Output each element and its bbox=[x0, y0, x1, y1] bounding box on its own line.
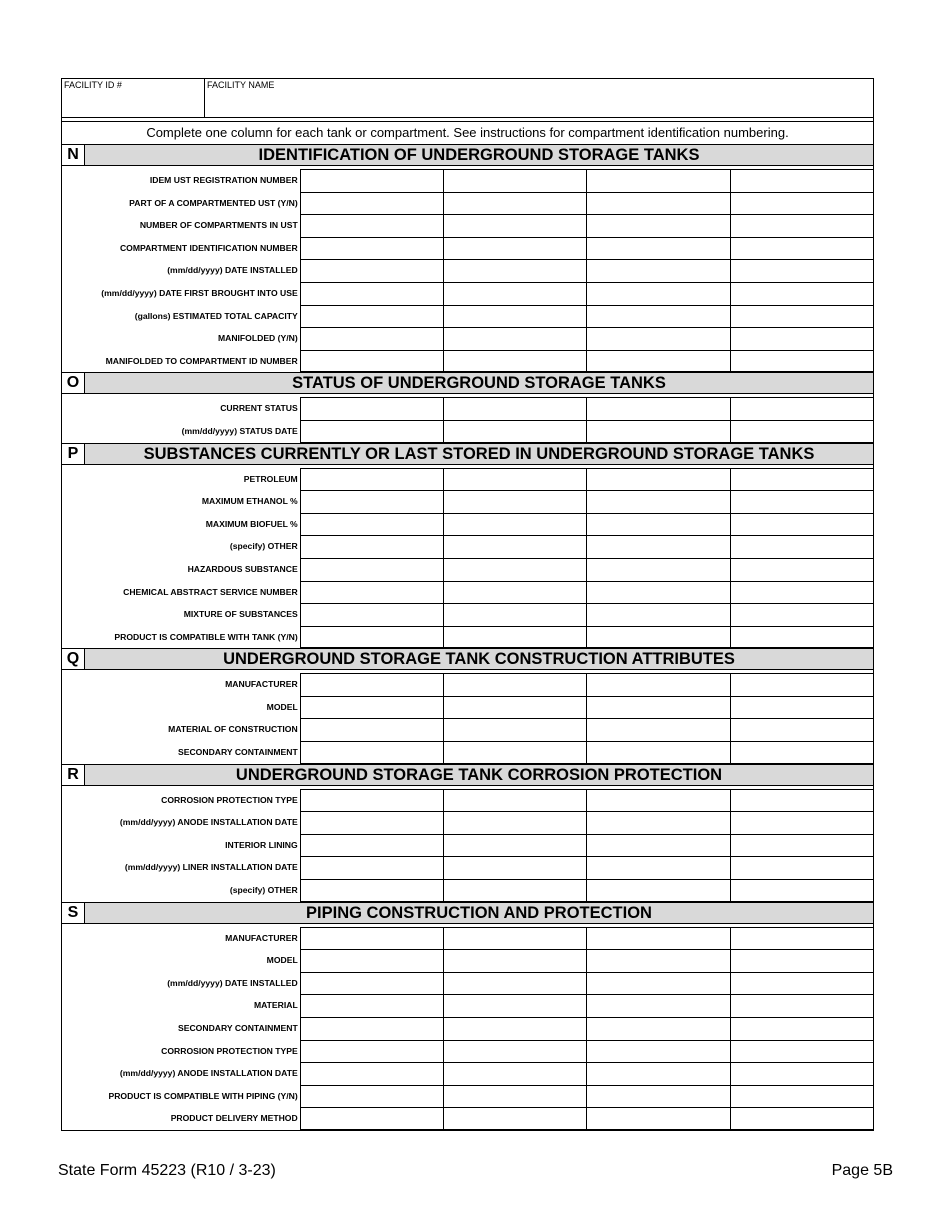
section-rows bbox=[62, 924, 873, 1130]
tank-input-col-4[interactable] bbox=[730, 696, 873, 719]
field-row bbox=[62, 305, 873, 328]
section-title: UNDERGROUND STORAGE TANK CORROSION PROTECTION bbox=[235, 765, 723, 784]
tank-input-col-1[interactable] bbox=[300, 626, 443, 649]
field-row bbox=[62, 741, 873, 764]
field-row bbox=[62, 1107, 873, 1130]
field-label: MODEL bbox=[266, 701, 298, 712]
field-row bbox=[62, 834, 873, 857]
tank-input-col-2[interactable] bbox=[443, 169, 586, 192]
field-row bbox=[62, 972, 873, 995]
tank-input-col-1[interactable] bbox=[300, 420, 443, 443]
field-row bbox=[62, 1085, 873, 1108]
field-label: (specify) OTHER bbox=[229, 885, 298, 896]
field-row bbox=[62, 811, 873, 834]
field-label: CORROSION PROTECTION TYPE bbox=[161, 1045, 298, 1056]
section-header-s bbox=[62, 902, 873, 924]
tank-input-col-2[interactable] bbox=[443, 1017, 586, 1040]
tank-input-col-4[interactable] bbox=[730, 673, 873, 696]
field-label: SECONDARY CONTAINMENT bbox=[178, 1023, 298, 1033]
tank-input-col-4[interactable] bbox=[730, 581, 873, 604]
field-label: PRODUCT IS COMPATIBLE WITH PIPING (Y/N) bbox=[108, 1090, 298, 1101]
tank-input-col-2[interactable] bbox=[443, 626, 586, 649]
tank-input-col-4[interactable] bbox=[730, 1017, 873, 1040]
tank-input-col-3[interactable] bbox=[586, 490, 729, 513]
section-title: IDENTIFICATION OF UNDERGROUND STORAGE TANKS bbox=[258, 146, 700, 164]
field-row bbox=[62, 214, 873, 237]
tank-input-col-2[interactable] bbox=[443, 282, 586, 305]
section-header-r bbox=[62, 764, 873, 786]
tank-input-col-3[interactable] bbox=[586, 673, 729, 696]
tank-input-col-4[interactable] bbox=[730, 1085, 873, 1108]
tank-input-col-4[interactable] bbox=[730, 237, 873, 260]
tank-input-col-2[interactable] bbox=[443, 741, 586, 764]
field-row bbox=[62, 237, 873, 260]
tank-input-col-4[interactable] bbox=[730, 169, 873, 192]
tank-input-col-2[interactable] bbox=[443, 513, 586, 536]
field-row bbox=[62, 468, 873, 491]
tank-input-col-1[interactable] bbox=[300, 1040, 443, 1063]
field-row bbox=[62, 856, 873, 879]
tank-input-col-1[interactable] bbox=[300, 327, 443, 350]
tank-input-col-3[interactable] bbox=[586, 626, 729, 649]
field-label: MANUFACTURER bbox=[225, 679, 298, 690]
tank-input-col-2[interactable] bbox=[443, 581, 586, 604]
field-label: IDEM UST REGISTRATION NUMBER bbox=[149, 175, 298, 185]
section-letter: R bbox=[62, 765, 85, 785]
tank-input-col-2[interactable] bbox=[443, 259, 586, 282]
field-row bbox=[62, 420, 873, 443]
tank-input-col-2[interactable] bbox=[443, 603, 586, 626]
section-letter: P bbox=[62, 444, 85, 464]
section-letter: O bbox=[62, 373, 85, 393]
field-label: NUMBER OF COMPARTMENTS IN UST bbox=[139, 220, 298, 231]
tank-input-col-4[interactable] bbox=[730, 879, 873, 902]
tank-input-col-4[interactable] bbox=[730, 741, 873, 764]
tank-input-col-2[interactable] bbox=[443, 834, 586, 857]
field-label: MIXTURE OF SUBSTANCES bbox=[183, 609, 298, 620]
field-row bbox=[62, 192, 873, 215]
field-row bbox=[62, 673, 873, 696]
field-row bbox=[62, 327, 873, 350]
tank-input-col-2[interactable] bbox=[443, 696, 586, 719]
tank-input-col-3[interactable] bbox=[586, 718, 729, 741]
tank-input-col-3[interactable] bbox=[586, 282, 729, 305]
tank-input-col-2[interactable] bbox=[443, 927, 586, 950]
section-letter: Q bbox=[62, 649, 85, 669]
tank-input-col-1[interactable] bbox=[300, 856, 443, 879]
tank-input-col-3[interactable] bbox=[586, 603, 729, 626]
field-row bbox=[62, 1040, 873, 1063]
field-label: PETROLEUM bbox=[243, 473, 298, 484]
field-row bbox=[62, 879, 873, 902]
section-header-p bbox=[62, 443, 873, 465]
section-rows bbox=[62, 166, 873, 372]
field-label: MANIFOLDED (Y/N) bbox=[217, 333, 298, 344]
tank-input-col-4[interactable] bbox=[730, 994, 873, 1017]
tank-input-col-4[interactable] bbox=[730, 513, 873, 536]
tank-input-col-1[interactable] bbox=[300, 214, 443, 237]
field-label: (mm/dd/yyyy) DATE INSTALLED bbox=[167, 977, 298, 988]
facility-id-label: FACILITY ID # bbox=[64, 80, 122, 90]
tank-input-col-3[interactable] bbox=[586, 468, 729, 491]
section-title: STATUS OF UNDERGROUND STORAGE TANKS bbox=[292, 374, 666, 393]
tank-input-col-1[interactable] bbox=[300, 535, 443, 558]
field-row bbox=[62, 535, 873, 558]
tank-input-col-2[interactable] bbox=[443, 718, 586, 741]
tank-input-col-4[interactable] bbox=[730, 558, 873, 581]
tank-input-col-2[interactable] bbox=[443, 350, 586, 373]
section-rows bbox=[62, 786, 873, 902]
tank-input-col-3[interactable] bbox=[586, 420, 729, 443]
tank-input-col-3[interactable] bbox=[586, 741, 729, 764]
tank-input-col-4[interactable] bbox=[730, 535, 873, 558]
field-label: CHEMICAL ABSTRACT SERVICE NUMBER bbox=[123, 586, 298, 597]
tank-input-col-2[interactable] bbox=[443, 305, 586, 328]
tank-input-col-4[interactable] bbox=[730, 397, 873, 420]
tank-input-col-1[interactable] bbox=[300, 673, 443, 696]
tank-input-col-1[interactable] bbox=[300, 259, 443, 282]
tank-input-col-2[interactable] bbox=[443, 879, 586, 902]
field-row bbox=[62, 558, 873, 581]
form-sections bbox=[62, 144, 873, 1130]
tank-input-col-3[interactable] bbox=[586, 305, 729, 328]
tank-input-col-1[interactable] bbox=[300, 169, 443, 192]
tank-input-col-4[interactable] bbox=[730, 305, 873, 328]
field-label: (specify) OTHER bbox=[229, 541, 298, 552]
tank-input-col-2[interactable] bbox=[443, 558, 586, 581]
tank-input-col-4[interactable] bbox=[730, 972, 873, 995]
tank-input-col-3[interactable] bbox=[586, 169, 729, 192]
facility-name-label: FACILITY NAME bbox=[207, 80, 275, 90]
section-title: PIPING CONSTRUCTION AND PROTECTION bbox=[306, 903, 652, 922]
tank-input-col-4[interactable] bbox=[730, 327, 873, 350]
tank-input-col-4[interactable] bbox=[730, 1040, 873, 1063]
page-number: Page 5B bbox=[831, 1162, 893, 1179]
tank-input-col-2[interactable] bbox=[443, 397, 586, 420]
tank-input-col-4[interactable] bbox=[730, 214, 873, 237]
tank-input-col-4[interactable] bbox=[730, 490, 873, 513]
field-label: (gallons) ESTIMATED TOTAL CAPACITY bbox=[134, 310, 298, 321]
field-row bbox=[62, 1017, 873, 1040]
tank-input-col-1[interactable] bbox=[300, 581, 443, 604]
tank-input-col-2[interactable] bbox=[443, 789, 586, 812]
field-label: (mm/dd/yyyy) ANODE INSTALLATION DATE bbox=[119, 1068, 298, 1079]
tank-input-col-4[interactable] bbox=[730, 350, 873, 373]
tank-input-col-1[interactable] bbox=[300, 490, 443, 513]
tank-input-col-3[interactable] bbox=[586, 994, 729, 1017]
tank-input-col-4[interactable] bbox=[730, 626, 873, 649]
tank-input-col-4[interactable] bbox=[730, 856, 873, 879]
field-label: INTERIOR LINING bbox=[225, 839, 298, 850]
tank-input-col-1[interactable] bbox=[300, 972, 443, 995]
facility-name-field[interactable] bbox=[205, 79, 873, 117]
tank-input-col-1[interactable] bbox=[300, 927, 443, 950]
tank-input-col-3[interactable] bbox=[586, 214, 729, 237]
tank-input-col-3[interactable] bbox=[586, 811, 729, 834]
field-label: MODEL bbox=[266, 955, 298, 966]
facility-id-field[interactable] bbox=[62, 79, 205, 117]
tank-input-col-1[interactable] bbox=[300, 1085, 443, 1108]
field-label: (mm/dd/yyyy) ANODE INSTALLATION DATE bbox=[119, 817, 298, 828]
tank-input-col-3[interactable] bbox=[586, 327, 729, 350]
tank-input-col-2[interactable] bbox=[443, 972, 586, 995]
field-label: MATERIAL bbox=[253, 1000, 298, 1011]
tank-input-col-1[interactable] bbox=[300, 879, 443, 902]
tank-input-col-3[interactable] bbox=[586, 879, 729, 902]
field-label: COMPARTMENT IDENTIFICATION NUMBER bbox=[119, 242, 298, 253]
tank-input-col-2[interactable] bbox=[443, 490, 586, 513]
tank-input-col-3[interactable] bbox=[586, 513, 729, 536]
field-label: PRODUCT IS COMPATIBLE WITH TANK (Y/N) bbox=[114, 631, 298, 642]
field-label: (mm/dd/yyyy) DATE FIRST BROUGHT INTO USE bbox=[101, 287, 298, 298]
tank-input-col-3[interactable] bbox=[586, 789, 729, 812]
tank-input-col-3[interactable] bbox=[586, 1040, 729, 1063]
tank-input-col-1[interactable] bbox=[300, 282, 443, 305]
section-title: SUBSTANCES CURRENTLY OR LAST STORED IN UNDERGROUND STORAGE TANKS bbox=[143, 444, 815, 463]
tank-input-col-3[interactable] bbox=[586, 696, 729, 719]
tank-input-col-1[interactable] bbox=[300, 192, 443, 215]
field-row bbox=[62, 397, 873, 420]
tank-input-col-2[interactable] bbox=[443, 468, 586, 491]
field-row bbox=[62, 789, 873, 812]
tank-input-col-2[interactable] bbox=[443, 237, 586, 260]
field-label: PART OF A COMPARTMENTED UST (Y/N) bbox=[129, 197, 298, 208]
tank-input-col-2[interactable] bbox=[443, 327, 586, 350]
tank-input-col-2[interactable] bbox=[443, 1040, 586, 1063]
field-row bbox=[62, 282, 873, 305]
field-row bbox=[62, 696, 873, 719]
tank-input-col-1[interactable] bbox=[300, 1017, 443, 1040]
field-label: PRODUCT DELIVERY METHOD bbox=[170, 1113, 298, 1124]
tank-input-col-1[interactable] bbox=[300, 811, 443, 834]
tank-input-col-3[interactable] bbox=[586, 1017, 729, 1040]
tank-input-col-2[interactable] bbox=[443, 811, 586, 834]
field-row bbox=[62, 994, 873, 1017]
tank-input-col-4[interactable] bbox=[730, 259, 873, 282]
field-row bbox=[62, 169, 873, 192]
tank-input-col-3[interactable] bbox=[586, 949, 729, 972]
field-row bbox=[62, 513, 873, 536]
tank-input-col-2[interactable] bbox=[443, 1062, 586, 1085]
tank-input-col-4[interactable] bbox=[730, 468, 873, 491]
field-label: CORROSION PROTECTION TYPE bbox=[161, 794, 298, 805]
tank-input-col-1[interactable] bbox=[300, 789, 443, 812]
tank-input-col-2[interactable] bbox=[443, 192, 586, 215]
tank-input-col-1[interactable] bbox=[300, 513, 443, 536]
tank-input-col-4[interactable] bbox=[730, 603, 873, 626]
field-label: (mm/dd/yyyy) STATUS DATE bbox=[181, 425, 298, 436]
facility-header bbox=[62, 79, 873, 118]
section-rows bbox=[62, 670, 873, 763]
tank-input-col-4[interactable] bbox=[730, 192, 873, 215]
section-rows bbox=[62, 394, 873, 442]
tank-input-col-2[interactable] bbox=[443, 1085, 586, 1108]
field-label: MAXIMUM BIOFUEL % bbox=[205, 518, 298, 529]
field-label: MATERIAL OF CONSTRUCTION bbox=[168, 724, 298, 735]
field-label: MAXIMUM ETHANOL % bbox=[201, 496, 298, 507]
tank-input-col-4[interactable] bbox=[730, 811, 873, 834]
tank-input-col-1[interactable] bbox=[300, 350, 443, 373]
field-label: MANUFACTURER bbox=[225, 932, 298, 943]
field-label: (mm/dd/yyyy) DATE INSTALLED bbox=[167, 265, 298, 276]
tank-input-col-1[interactable] bbox=[300, 305, 443, 328]
tank-input-col-1[interactable] bbox=[300, 718, 443, 741]
tank-input-col-3[interactable] bbox=[586, 558, 729, 581]
field-row bbox=[62, 718, 873, 741]
tank-input-col-4[interactable] bbox=[730, 927, 873, 950]
tank-input-col-4[interactable] bbox=[730, 1062, 873, 1085]
field-label: HAZARDOUS SUBSTANCE bbox=[187, 563, 298, 574]
field-row bbox=[62, 350, 873, 373]
tank-input-col-1[interactable] bbox=[300, 1107, 443, 1130]
field-row bbox=[62, 626, 873, 649]
tank-input-col-1[interactable] bbox=[300, 468, 443, 491]
tank-input-col-1[interactable] bbox=[300, 1062, 443, 1085]
tank-input-col-4[interactable] bbox=[730, 949, 873, 972]
tank-input-col-3[interactable] bbox=[586, 1062, 729, 1085]
tank-input-col-3[interactable] bbox=[586, 350, 729, 373]
instructions: Complete one column for each tank or compartment. See instructions for compartment identification numbering. bbox=[62, 121, 873, 144]
tank-input-col-3[interactable] bbox=[586, 927, 729, 950]
section-title: UNDERGROUND STORAGE TANK CONSTRUCTION ATTRIBUTES bbox=[223, 650, 735, 669]
field-row bbox=[62, 949, 873, 972]
tank-input-col-1[interactable] bbox=[300, 397, 443, 420]
tank-input-col-4[interactable] bbox=[730, 718, 873, 741]
form-id: State Form 45223 (R10 / 3-23) bbox=[58, 1162, 276, 1179]
field-row bbox=[62, 581, 873, 604]
tank-input-col-1[interactable] bbox=[300, 237, 443, 260]
tank-input-col-2[interactable] bbox=[443, 214, 586, 237]
tank-input-col-3[interactable] bbox=[586, 1085, 729, 1108]
tank-input-col-1[interactable] bbox=[300, 741, 443, 764]
field-row bbox=[62, 603, 873, 626]
tank-input-col-2[interactable] bbox=[443, 673, 586, 696]
tank-input-col-2[interactable] bbox=[443, 856, 586, 879]
field-label: (mm/dd/yyyy) LINER INSTALLATION DATE bbox=[124, 862, 298, 873]
tank-input-col-1[interactable] bbox=[300, 603, 443, 626]
tank-input-col-1[interactable] bbox=[300, 834, 443, 857]
field-label: MANIFOLDED TO COMPARTMENT ID NUMBER bbox=[105, 355, 298, 366]
section-rows bbox=[62, 465, 873, 649]
field-row bbox=[62, 259, 873, 282]
tank-input-col-2[interactable] bbox=[443, 949, 586, 972]
tank-input-col-1[interactable] bbox=[300, 994, 443, 1017]
section-letter: S bbox=[62, 903, 85, 923]
tank-input-col-1[interactable] bbox=[300, 558, 443, 581]
tank-input-col-4[interactable] bbox=[730, 1107, 873, 1130]
tank-input-col-4[interactable] bbox=[730, 420, 873, 443]
tank-input-col-3[interactable] bbox=[586, 192, 729, 215]
tank-input-col-3[interactable] bbox=[586, 581, 729, 604]
tank-input-col-3[interactable] bbox=[586, 237, 729, 260]
ust-form bbox=[61, 78, 874, 1131]
tank-input-col-1[interactable] bbox=[300, 949, 443, 972]
tank-input-col-2[interactable] bbox=[443, 420, 586, 443]
tank-input-col-3[interactable] bbox=[586, 856, 729, 879]
tank-input-col-1[interactable] bbox=[300, 696, 443, 719]
field-row bbox=[62, 1062, 873, 1085]
tank-input-col-3[interactable] bbox=[586, 972, 729, 995]
section-header-n bbox=[62, 144, 873, 166]
field-row bbox=[62, 927, 873, 950]
tank-input-col-2[interactable] bbox=[443, 1107, 586, 1130]
section-header-q bbox=[62, 648, 873, 670]
tank-input-col-3[interactable] bbox=[586, 1107, 729, 1130]
field-label: CURRENT STATUS bbox=[220, 403, 298, 414]
tank-input-col-3[interactable] bbox=[586, 259, 729, 282]
tank-input-col-2[interactable] bbox=[443, 535, 586, 558]
field-label: SECONDARY CONTAINMENT bbox=[178, 747, 298, 758]
section-header-o bbox=[62, 372, 873, 394]
tank-input-col-2[interactable] bbox=[443, 994, 586, 1017]
tank-input-col-4[interactable] bbox=[730, 282, 873, 305]
tank-input-col-3[interactable] bbox=[586, 535, 729, 558]
tank-input-col-3[interactable] bbox=[586, 397, 729, 420]
tank-input-col-4[interactable] bbox=[730, 834, 873, 857]
tank-input-col-4[interactable] bbox=[730, 789, 873, 812]
tank-input-col-3[interactable] bbox=[586, 834, 729, 857]
field-row bbox=[62, 490, 873, 513]
section-letter: N bbox=[62, 145, 85, 165]
